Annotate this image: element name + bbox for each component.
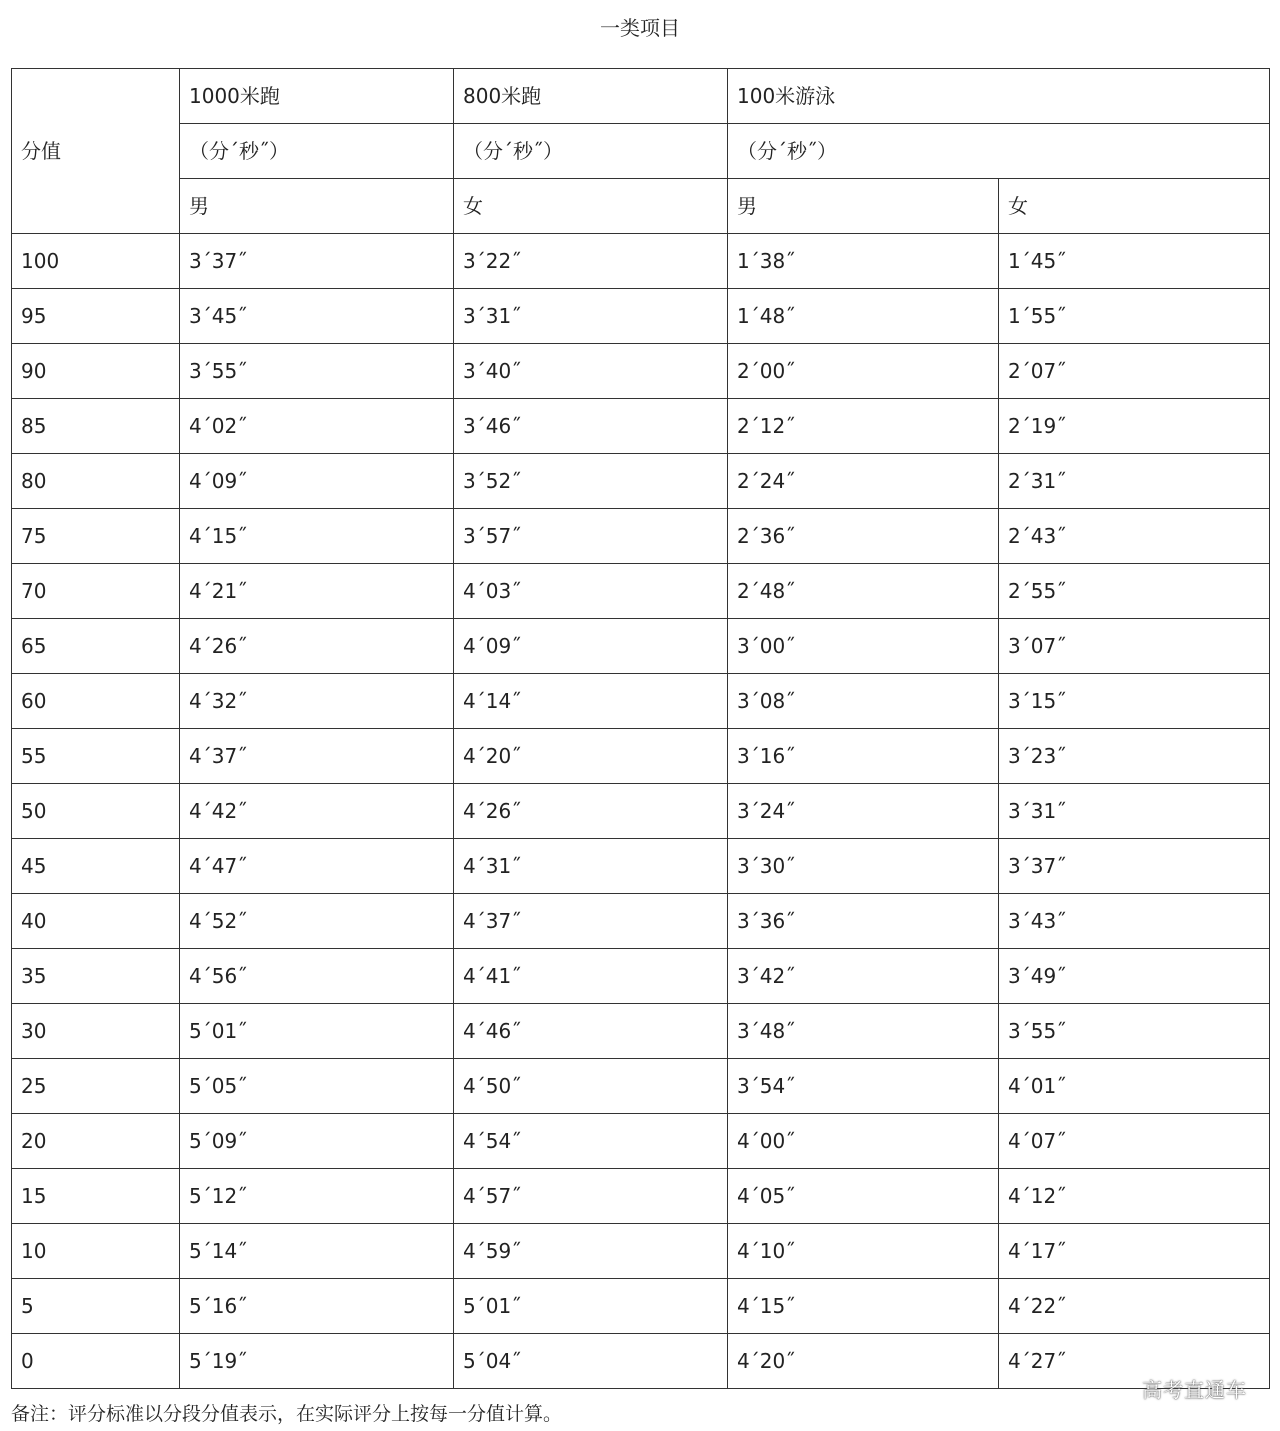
swim-100m-female-cell: 2´07˝ — [999, 344, 1270, 399]
swim-100m-male-cell: 2´36˝ — [728, 509, 999, 564]
swim-100m-male-cell: 3´00˝ — [728, 619, 999, 674]
swim-100m-female-cell: 4´22˝ — [999, 1279, 1270, 1334]
score-cell: 25 — [12, 1059, 180, 1114]
score-cell: 45 — [12, 839, 180, 894]
swim-100m-female-cell: 3´49˝ — [999, 949, 1270, 1004]
table-row — [12, 234, 1270, 289]
score-cell: 10 — [12, 1224, 180, 1279]
score-cell: 60 — [12, 674, 180, 729]
swim-100m-male-cell: 3´08˝ — [728, 674, 999, 729]
swim-100m-female-cell: 2´19˝ — [999, 399, 1270, 454]
score-table — [11, 68, 1270, 1389]
unit-header-800m: （分´秒˝） — [454, 124, 728, 179]
table-body — [12, 234, 1270, 1389]
run-1000m-male-cell: 5´05˝ — [180, 1059, 454, 1114]
swim-100m-female-cell: 3´43˝ — [999, 894, 1270, 949]
swim-100m-male-cell: 4´15˝ — [728, 1279, 999, 1334]
swim-100m-male-cell: 3´36˝ — [728, 894, 999, 949]
run-800m-female-cell: 4´31˝ — [454, 839, 728, 894]
swim-100m-female-cell: 4´01˝ — [999, 1059, 1270, 1114]
table-row — [12, 619, 1270, 674]
swim-100m-female-cell: 2´55˝ — [999, 564, 1270, 619]
run-800m-female-cell: 3´22˝ — [454, 234, 728, 289]
swim-100m-female-cell: 1´55˝ — [999, 289, 1270, 344]
swim-100m-male-cell: 3´42˝ — [728, 949, 999, 1004]
swim-100m-female-cell: 3´07˝ — [999, 619, 1270, 674]
table-row — [12, 949, 1270, 1004]
run-1000m-male-cell: 3´37˝ — [180, 234, 454, 289]
swim-100m-male-cell: 1´48˝ — [728, 289, 999, 344]
run-800m-female-cell: 3´57˝ — [454, 509, 728, 564]
header-row-genders — [12, 179, 1270, 234]
run-1000m-male-cell: 5´16˝ — [180, 1279, 454, 1334]
run-800m-female-cell: 4´03˝ — [454, 564, 728, 619]
swim-100m-male-cell: 3´16˝ — [728, 729, 999, 784]
swim-100m-female-cell: 2´43˝ — [999, 509, 1270, 564]
run-800m-female-cell: 4´09˝ — [454, 619, 728, 674]
score-cell: 50 — [12, 784, 180, 839]
score-cell: 70 — [12, 564, 180, 619]
run-800m-female-cell: 4´57˝ — [454, 1169, 728, 1224]
unit-header-1000m: （分´秒˝） — [180, 124, 454, 179]
run-1000m-male-cell: 4´15˝ — [180, 509, 454, 564]
swim-100m-male-cell: 2´00˝ — [728, 344, 999, 399]
table-row — [12, 1224, 1270, 1279]
score-cell: 40 — [12, 894, 180, 949]
run-1000m-male-cell: 5´09˝ — [180, 1114, 454, 1169]
table-row — [12, 674, 1270, 729]
table-row — [12, 1114, 1270, 1169]
swim-100m-male-cell: 4´20˝ — [728, 1334, 999, 1389]
run-1000m-male-cell: 4´02˝ — [180, 399, 454, 454]
score-cell: 0 — [12, 1334, 180, 1389]
run-1000m-male-cell: 4´52˝ — [180, 894, 454, 949]
run-800m-female-cell: 4´54˝ — [454, 1114, 728, 1169]
score-cell: 5 — [12, 1279, 180, 1334]
swim-100m-male-cell: 2´12˝ — [728, 399, 999, 454]
header-row-units — [12, 124, 1270, 179]
swim-100m-female-cell: 3´55˝ — [999, 1004, 1270, 1059]
run-800m-female-cell: 5´04˝ — [454, 1334, 728, 1389]
gender-header-1000m-male: 男 — [180, 179, 454, 234]
table-row — [12, 1004, 1270, 1059]
run-800m-female-cell: 4´59˝ — [454, 1224, 728, 1279]
swim-100m-female-cell: 4´27˝ — [999, 1334, 1270, 1389]
run-800m-female-cell: 3´52˝ — [454, 454, 728, 509]
score-column-header: 分值 — [12, 69, 180, 234]
swim-100m-male-cell: 4´05˝ — [728, 1169, 999, 1224]
swim-100m-male-cell: 3´48˝ — [728, 1004, 999, 1059]
table-row — [12, 1059, 1270, 1114]
swim-100m-female-cell: 3´23˝ — [999, 729, 1270, 784]
gender-header-swim-female: 女 — [999, 179, 1270, 234]
score-cell: 75 — [12, 509, 180, 564]
swim-100m-male-cell: 4´00˝ — [728, 1114, 999, 1169]
swim-100m-female-cell: 4´07˝ — [999, 1114, 1270, 1169]
swim-100m-female-cell: 1´45˝ — [999, 234, 1270, 289]
run-1000m-male-cell: 4´21˝ — [180, 564, 454, 619]
run-1000m-male-cell: 5´19˝ — [180, 1334, 454, 1389]
watermark: 高考直通车 — [1142, 1378, 1247, 1402]
run-800m-female-cell: 5´01˝ — [454, 1279, 728, 1334]
table-row — [12, 399, 1270, 454]
swim-100m-female-cell: 4´12˝ — [999, 1169, 1270, 1224]
run-1000m-male-cell: 3´55˝ — [180, 344, 454, 399]
swim-100m-female-cell: 3´37˝ — [999, 839, 1270, 894]
table-row — [12, 454, 1270, 509]
score-cell: 20 — [12, 1114, 180, 1169]
run-800m-female-cell: 4´46˝ — [454, 1004, 728, 1059]
swim-100m-female-cell: 2´31˝ — [999, 454, 1270, 509]
page-title: 一类项目 — [600, 16, 680, 40]
run-1000m-male-cell: 3´45˝ — [180, 289, 454, 344]
table-row — [12, 509, 1270, 564]
run-1000m-male-cell: 4´56˝ — [180, 949, 454, 1004]
score-cell: 30 — [12, 1004, 180, 1059]
swim-100m-male-cell: 1´38˝ — [728, 234, 999, 289]
run-1000m-male-cell: 4´47˝ — [180, 839, 454, 894]
run-800m-female-cell: 3´40˝ — [454, 344, 728, 399]
table-row — [12, 1279, 1270, 1334]
header-row-event-names — [12, 69, 1270, 124]
table-row — [12, 784, 1270, 839]
swim-100m-male-cell: 4´10˝ — [728, 1224, 999, 1279]
run-1000m-male-cell: 4´32˝ — [180, 674, 454, 729]
run-800m-female-cell: 3´31˝ — [454, 289, 728, 344]
score-cell: 65 — [12, 619, 180, 674]
score-cell: 90 — [12, 344, 180, 399]
table-row — [12, 289, 1270, 344]
table-row — [12, 344, 1270, 399]
run-1000m-male-cell: 5´01˝ — [180, 1004, 454, 1059]
swim-100m-male-cell: 2´48˝ — [728, 564, 999, 619]
run-1000m-male-cell: 4´37˝ — [180, 729, 454, 784]
run-1000m-male-cell: 4´26˝ — [180, 619, 454, 674]
table-row — [12, 894, 1270, 949]
run-1000m-male-cell: 4´42˝ — [180, 784, 454, 839]
event-header-100m-swim: 100米游泳 — [728, 69, 1270, 124]
score-cell: 55 — [12, 729, 180, 784]
run-800m-female-cell: 4´26˝ — [454, 784, 728, 839]
run-800m-female-cell: 4´37˝ — [454, 894, 728, 949]
run-800m-female-cell: 4´41˝ — [454, 949, 728, 1004]
table-row — [12, 564, 1270, 619]
score-cell: 95 — [12, 289, 180, 344]
table-row — [12, 729, 1270, 784]
swim-100m-female-cell: 3´15˝ — [999, 674, 1270, 729]
table-row — [12, 1334, 1270, 1389]
swim-100m-male-cell: 3´30˝ — [728, 839, 999, 894]
gender-header-swim-male: 男 — [728, 179, 999, 234]
run-800m-female-cell: 4´50˝ — [454, 1059, 728, 1114]
swim-100m-male-cell: 2´24˝ — [728, 454, 999, 509]
swim-100m-male-cell: 3´24˝ — [728, 784, 999, 839]
score-cell: 85 — [12, 399, 180, 454]
unit-header-100m-swim: （分´秒˝） — [728, 124, 1270, 179]
run-1000m-male-cell: 4´09˝ — [180, 454, 454, 509]
score-cell: 35 — [12, 949, 180, 1004]
swim-100m-male-cell: 3´54˝ — [728, 1059, 999, 1114]
event-header-800m: 800米跑 — [454, 69, 728, 124]
run-800m-female-cell: 4´14˝ — [454, 674, 728, 729]
run-1000m-male-cell: 5´14˝ — [180, 1224, 454, 1279]
run-800m-female-cell: 4´20˝ — [454, 729, 728, 784]
table-row — [12, 1169, 1270, 1224]
footnote: 备注：评分标准以分段分值表示，在实际评分上按每一分值计算。 — [11, 1403, 563, 1425]
score-cell: 80 — [12, 454, 180, 509]
swim-100m-female-cell: 4´17˝ — [999, 1224, 1270, 1279]
event-header-1000m: 1000米跑 — [180, 69, 454, 124]
table-row — [12, 839, 1270, 894]
score-cell: 15 — [12, 1169, 180, 1224]
swim-100m-female-cell: 3´31˝ — [999, 784, 1270, 839]
gender-header-800m-female: 女 — [454, 179, 728, 234]
run-800m-female-cell: 3´46˝ — [454, 399, 728, 454]
score-cell: 100 — [12, 234, 180, 289]
run-1000m-male-cell: 5´12˝ — [180, 1169, 454, 1224]
